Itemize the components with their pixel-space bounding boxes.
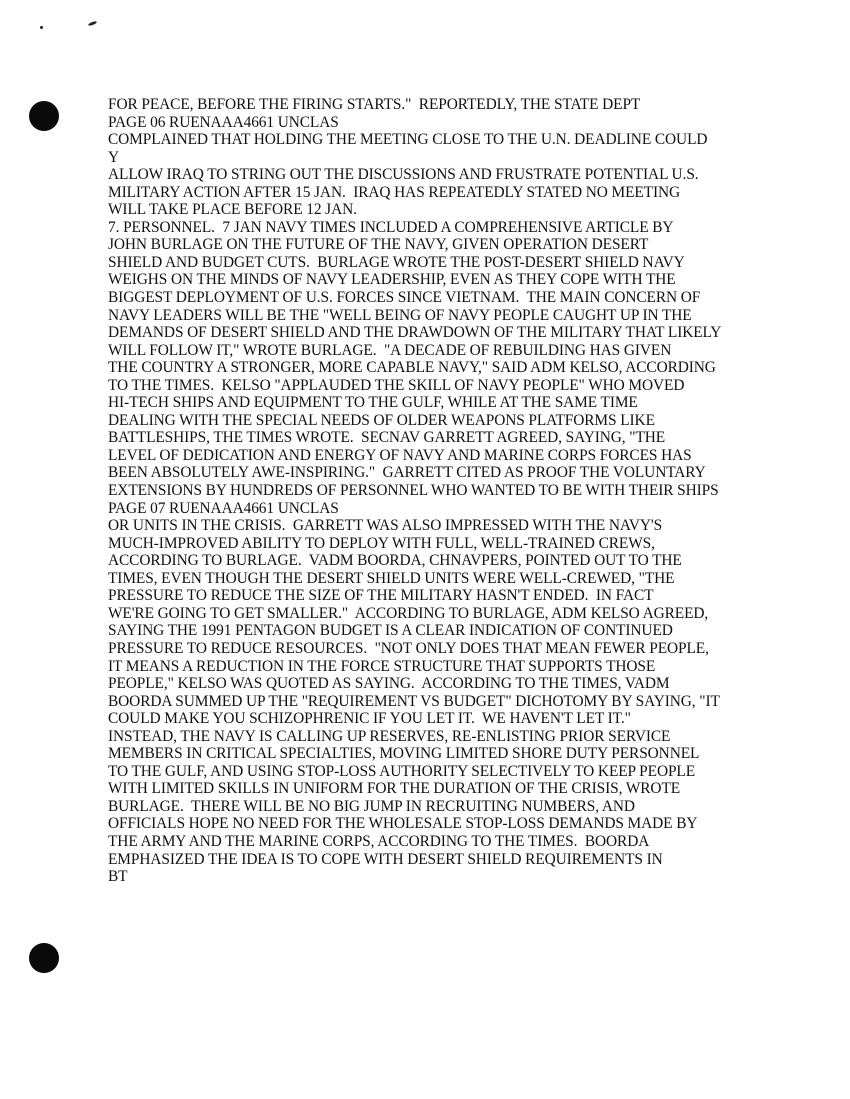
text-line: JOHN BURLAGE ON THE FUTURE OF THE NAVY, GIVEN OPERATION DESERT bbox=[108, 236, 649, 254]
text-line: BIGGEST DEPLOYMENT OF U.S. FORCES SINCE VIETNAM. THE MAIN CONCERN OF bbox=[108, 289, 701, 307]
text-line: IT MEANS A REDUCTION IN THE FORCE STRUCTURE THAT SUPPORTS THOSE bbox=[108, 657, 656, 675]
text-line: BURLAGE. THERE WILL BE NO BIG JUMP IN RECRUITING NUMBERS, AND bbox=[108, 797, 635, 815]
text-line: WILL TAKE PLACE BEFORE 12 JAN. bbox=[108, 201, 357, 219]
text-line: 7. PERSONNEL. 7 JAN NAVY TIMES INCLUDED A COMPREHENSIVE ARTICLE BY bbox=[108, 218, 674, 236]
text-line: BATTLESHIPS, THE TIMES WROTE. SECNAV GARRETT AGREED, SAYING, "THE bbox=[108, 429, 666, 447]
text-line: PAGE 07 RUENAAA4661 UNCLAS bbox=[108, 499, 339, 517]
punch-hole-bottom bbox=[29, 943, 59, 973]
text-line: WE'RE GOING TO GET SMALLER." ACCORDING TO BURLAGE, ADM KELSO AGREED, bbox=[108, 604, 709, 622]
text-line: SHIELD AND BUDGET CUTS. BURLAGE WROTE THE POST-DESERT SHIELD NAVY bbox=[108, 253, 685, 271]
text-line: MUCH-IMPROVED ABILITY TO DEPLOY WITH FULL, WELL-TRAINED CREWS, bbox=[108, 534, 655, 552]
text-line: LEVEL OF DEDICATION AND ENERGY OF NAVY AND MARINE CORPS FORCES HAS bbox=[108, 446, 692, 464]
text-line: OFFICIALS HOPE NO NEED FOR THE WHOLESALE STOP-LOSS DEMANDS MADE BY bbox=[108, 815, 698, 833]
text-line: FOR PEACE, BEFORE THE FIRING STARTS." REPORTEDLY, THE STATE DEPT bbox=[108, 96, 641, 113]
punch-hole-top bbox=[29, 101, 59, 131]
text-line: BT bbox=[108, 868, 128, 886]
text-line: BEEN ABSOLUTELY AWE-INSPIRING." GARRETT CITED AS PROOF THE VOLUNTARY bbox=[108, 464, 706, 482]
text-line: DEALING WITH THE SPECIAL NEEDS OF OLDER WEAPONS PLATFORMS LIKE bbox=[108, 411, 655, 429]
scan-speck bbox=[88, 21, 97, 27]
text-line: TIMES, EVEN THOUGH THE DESERT SHIELD UNITS WERE WELL-CREWED, "THE bbox=[108, 569, 675, 587]
text-line: OR UNITS IN THE CRISIS. GARRETT WAS ALSO IMPRESSED WITH THE NAVY'S bbox=[108, 517, 663, 535]
text-line: PRESSURE TO REDUCE THE SIZE OF THE MILITARY HASN'T ENDED. IN FACT bbox=[108, 587, 654, 605]
text-line: TO THE GULF, AND USING STOP-LOSS AUTHORITY SELECTIVELY TO KEEP PEOPLE bbox=[108, 762, 696, 780]
text-line: PEOPLE," KELSO WAS QUOTED AS SAYING. ACCORDING TO THE TIMES, VADM bbox=[108, 675, 670, 693]
text-line: THE COUNTRY A STRONGER, MORE CAPABLE NAVY," SAID ADM KELSO, ACCORDING bbox=[108, 359, 716, 377]
text-line: COMPLAINED THAT HOLDING THE MEETING CLOSE TO THE U.N. DEADLINE COULD bbox=[108, 131, 708, 149]
text-line: Y bbox=[108, 148, 120, 166]
scan-speck bbox=[40, 26, 43, 29]
text-line: WILL FOLLOW IT," WROTE BURLAGE. "A DECADE OF REBUILDING HAS GIVEN bbox=[108, 341, 672, 359]
text-line: DEMANDS OF DESERT SHIELD AND THE DRAWDOWN OF THE MILITARY THAT LIKELY bbox=[108, 324, 722, 342]
text-line: NAVY LEADERS WILL BE THE "WELL BEING OF NAVY PEOPLE CAUGHT UP IN THE bbox=[108, 306, 692, 324]
message-body bbox=[108, 96, 828, 886]
text-line: ALLOW IRAQ TO STRING OUT THE DISCUSSIONS AND FRUSTRATE POTENTIAL U.S. bbox=[108, 166, 699, 184]
text-line: WEIGHS ON THE MINDS OF NAVY LEADERSHIP, EVEN AS THEY COPE WITH THE bbox=[108, 271, 676, 289]
text-line: HI-TECH SHIPS AND EQUIPMENT TO THE GULF, WHILE AT THE SAME TIME bbox=[108, 394, 638, 412]
text-line: COULD MAKE YOU SCHIZOPHRENIC IF YOU LET IT. WE HAVEN'T LET IT." bbox=[108, 710, 631, 728]
text-line: EMPHASIZED THE IDEA IS TO COPE WITH DESERT SHIELD REQUIREMENTS IN bbox=[108, 850, 663, 868]
text-line: MILITARY ACTION AFTER 15 JAN. IRAQ HAS REPEATEDLY STATED NO MEETING bbox=[108, 183, 681, 201]
text-line: SAYING THE 1991 PENTAGON BUDGET IS A CLEAR INDICATION OF CONTINUED bbox=[108, 622, 673, 640]
text-line: THE ARMY AND THE MARINE CORPS, ACCORDING TO THE TIMES. BOORDA bbox=[108, 832, 650, 850]
text-line: MEMBERS IN CRITICAL SPECIALTIES, MOVING LIMITED SHORE DUTY PERSONNEL bbox=[108, 745, 700, 763]
text-line: PAGE 06 RUENAAA4661 UNCLAS bbox=[108, 113, 339, 131]
text-line: EXTENSIONS BY HUNDREDS OF PERSONNEL WHO WANTED TO BE WITH THEIR SHIPS bbox=[108, 482, 719, 500]
text-line: BOORDA SUMMED UP THE "REQUIREMENT VS BUDGET" DICHOTOMY BY SAYING, "IT bbox=[108, 692, 720, 710]
text-line: PRESSURE TO REDUCE RESOURCES. "NOT ONLY DOES THAT MEAN FEWER PEOPLE, bbox=[108, 639, 709, 657]
text-line: TO THE TIMES. KELSO "APPLAUDED THE SKILL OF NAVY PEOPLE" WHO MOVED bbox=[108, 376, 685, 394]
text-line: INSTEAD, THE NAVY IS CALLING UP RESERVES, RE-ENLISTING PRIOR SERVICE bbox=[108, 727, 671, 745]
text-line: ACCORDING TO BURLAGE. VADM BOORDA, CHNAVPERS, POINTED OUT TO THE bbox=[108, 552, 682, 570]
text-line: WITH LIMITED SKILLS IN UNIFORM FOR THE DURATION OF THE CRISIS, WROTE bbox=[108, 780, 681, 798]
